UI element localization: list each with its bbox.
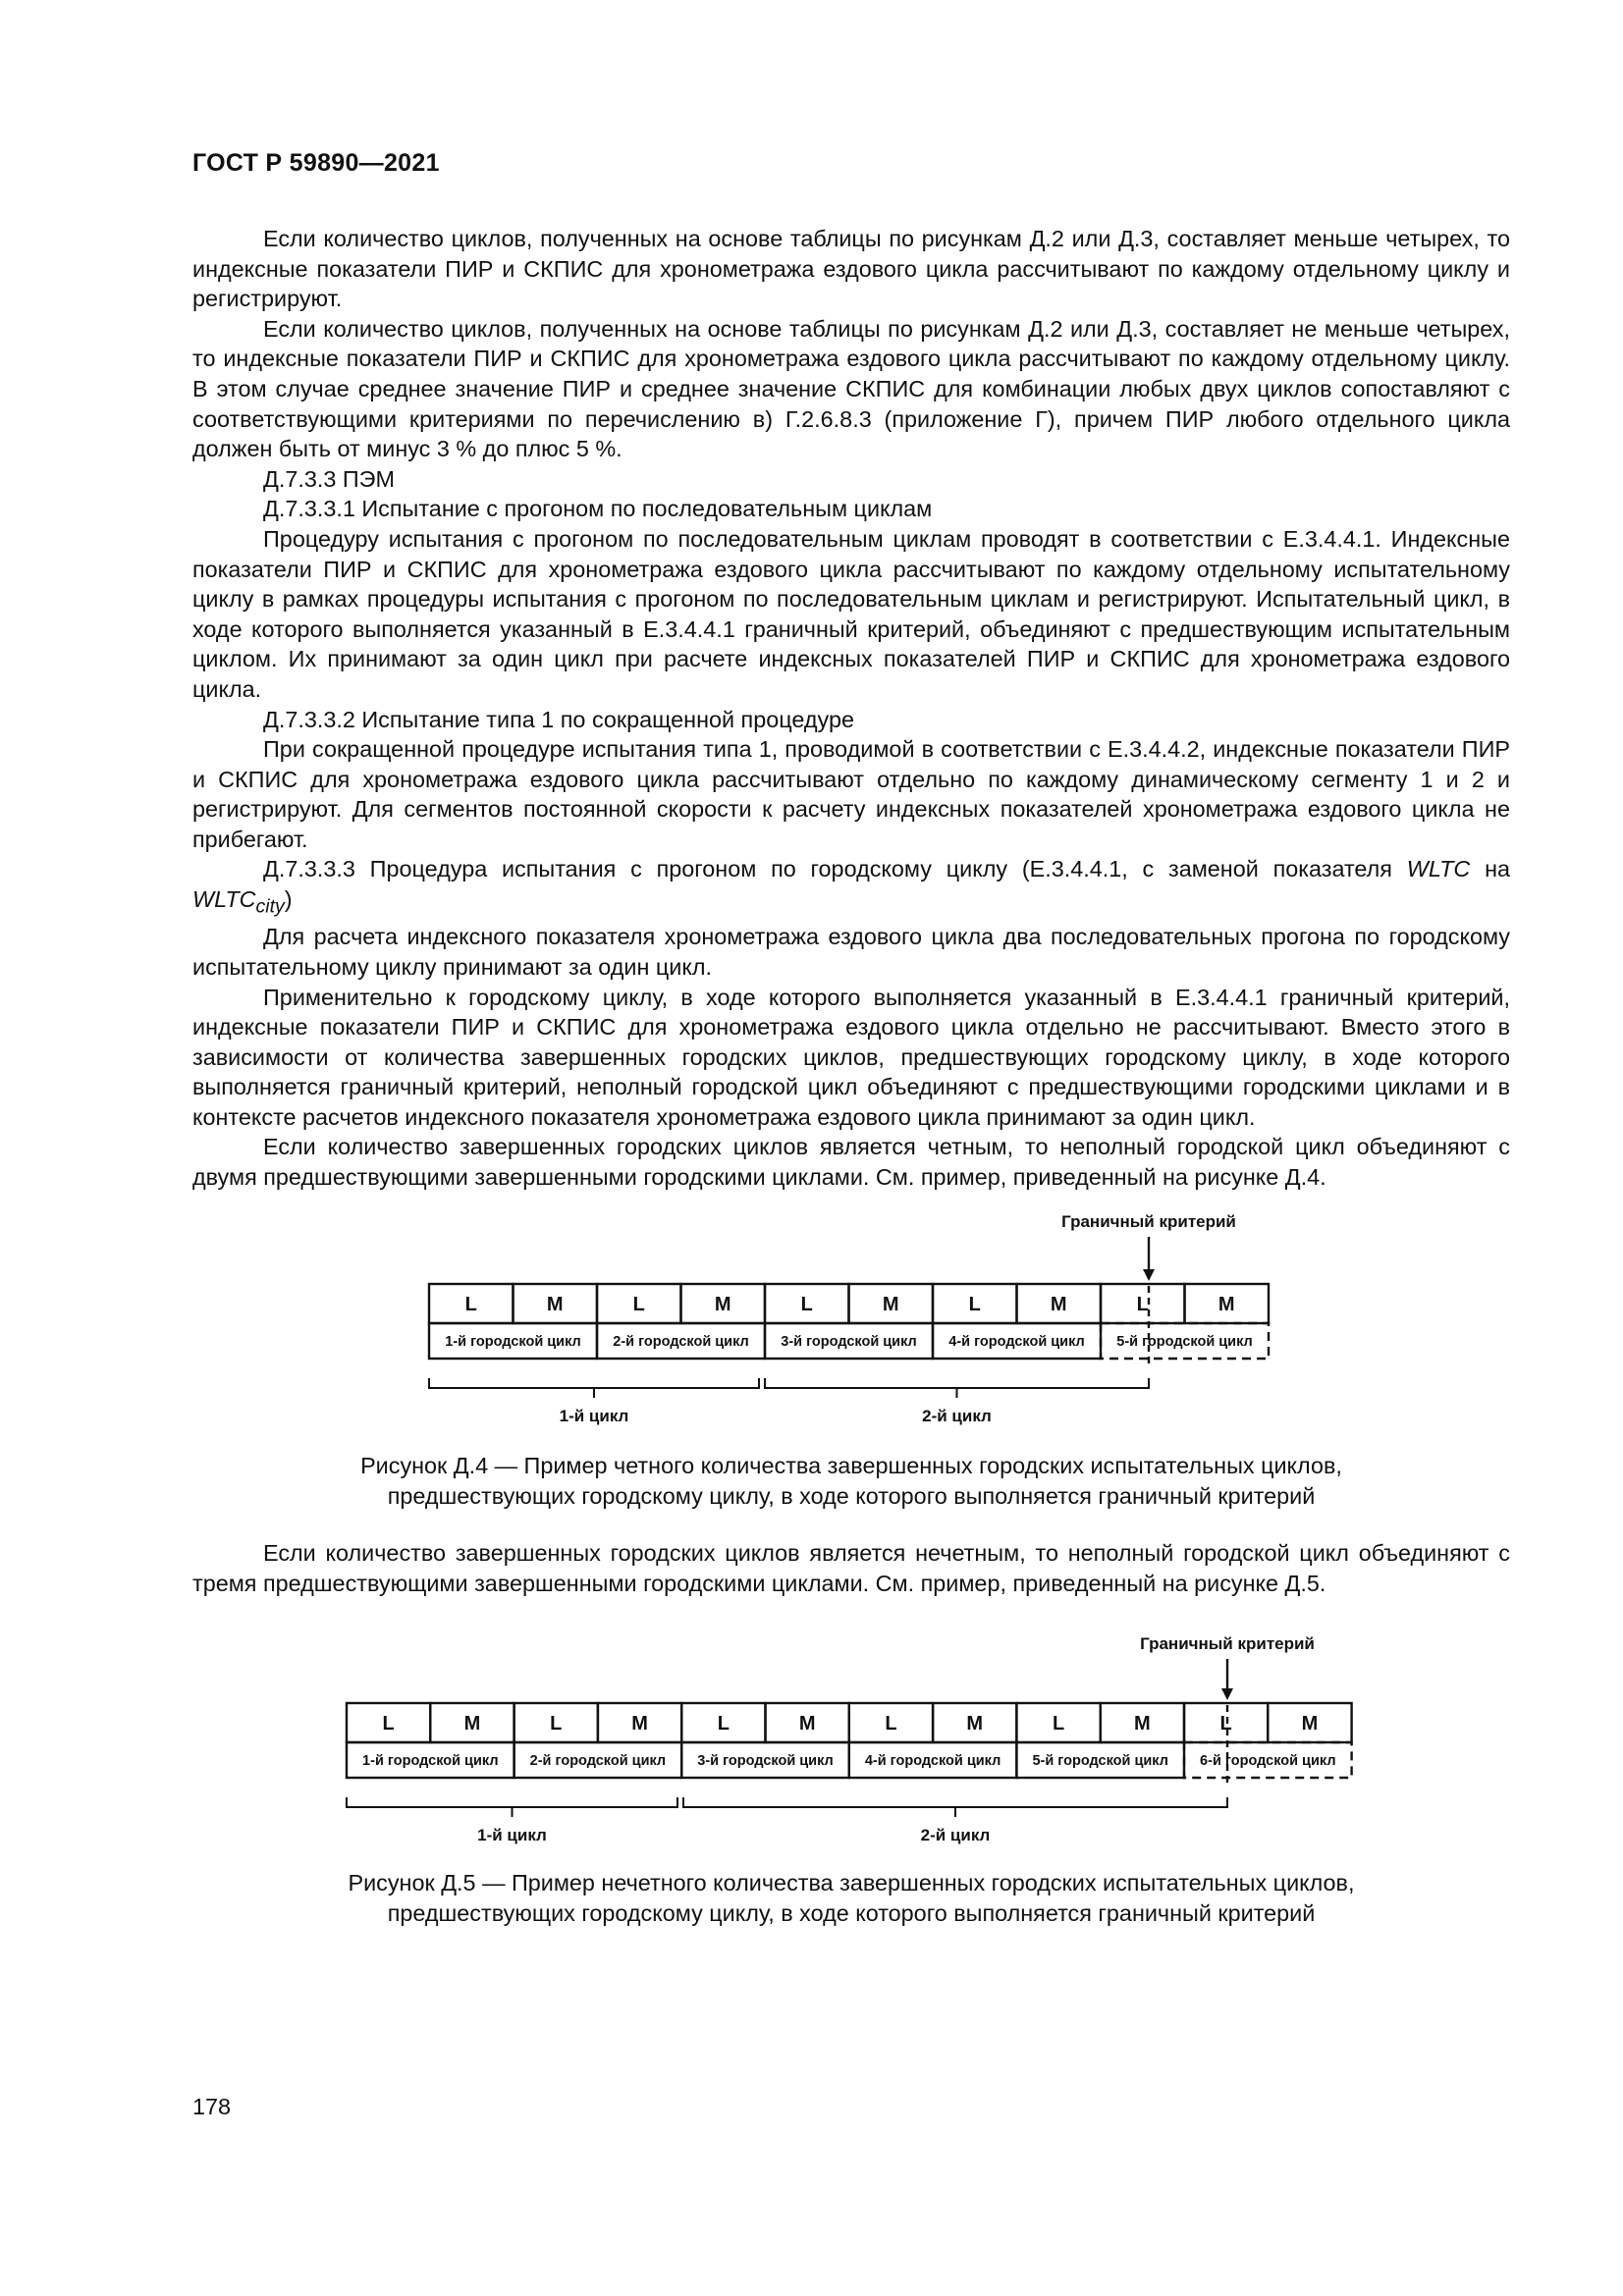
document-header: ГОСТ Р 59890—2021 (192, 149, 440, 177)
group-label: 1-й цикл (477, 1826, 547, 1844)
cycle-label: 1-й городской цикл (445, 1334, 581, 1350)
phase-label: L (464, 1294, 477, 1315)
paragraph: Для расчета индексного показателя хронометража ездового цикла два последовательных прогона по городскому испытательному циклу принимают за один цикл. (192, 924, 1510, 980)
page-number: 178 (192, 2094, 232, 2119)
cycle-label: 2-й городской цикл (613, 1334, 749, 1350)
boundary-arrow-head (1221, 1688, 1233, 1700)
paragraph: Процедуру испытания с прогоном по последовательным циклам проводят в соответствии с Е.3.4.4.1. Индексные показатели ПИР и СКПИС для хронометража ездового цикла рассчитывают по каждому отдельному испытательному циклу в рамках процедуры испытания с прогоном по последовательным циклам и регистрируют. Испытательный цикл, в ходе которого выполняется указанный в Е.3.4.4.1 граничный критерий, объединяют с предшествующим испытательным циклом. Их принимают за один цикл при расчете индексных показателей ПИР и СКПИС для хронометража ездового цикла. (192, 525, 1510, 702)
section-heading: Д.7.3.3.3 Процедура испытания с прогоном по городскому циклу (Е.3.4.4.1, с заменой показателя WLTC на $WLTC_{city}$) (192, 856, 1510, 918)
phase-label: L (550, 1713, 563, 1735)
phase-label: M (882, 1294, 899, 1315)
caption-line: Рисунок Д.4 — Пример четного количества завершенных городских испытательных циклов, (360, 1453, 1342, 1478)
phase-label: M (1134, 1713, 1151, 1735)
group-label: 2-й цикл (922, 1407, 992, 1425)
phase-label: M (966, 1713, 984, 1735)
group-label: 1-й цикл (559, 1407, 629, 1425)
phase-label: L (1052, 1713, 1065, 1735)
wltc-city-term: $WLTC_{city}$ (192, 886, 285, 918)
cycle-label: 3-й городской цикл (697, 1753, 834, 1769)
phase-label: M (631, 1713, 648, 1735)
phase-label: M (1301, 1713, 1319, 1735)
caption-line: предшествующих городскому циклу, в ходе которого выполняется граничный критерий (387, 1900, 1316, 1926)
phase-row (429, 1284, 1269, 1368)
figure-d4-diagram (0, 1198, 1623, 1443)
phase-label: L (1219, 1713, 1232, 1735)
phase-label: L (885, 1713, 897, 1735)
section-heading: Д.7.3.3.1 Испытание с прогоном по последовательным циклам (263, 496, 933, 522)
paragraph: Если количество циклов, полученных на основе таблицы по рисункам Д.2 или Д.3, составляет меньше четырех, то индексные показатели ПИР и СКПИС для хронометража ездового цикла рассчитывают по каждому отдельному циклу и регистрируют. (192, 226, 1510, 312)
group-label: 2-й цикл (920, 1826, 991, 1844)
cycle-label: 1-й городской цикл (362, 1753, 499, 1769)
phase-label: L (717, 1713, 730, 1735)
figure-d4 (0, 1198, 1623, 1443)
boundary-criterion-label: Граничный критерий (1061, 1212, 1236, 1231)
figure-d5-diagram (0, 1620, 1623, 1865)
figure-d4-caption (192, 1451, 1510, 1512)
cycle-label: 5-й городской цикл (1032, 1753, 1168, 1769)
section-heading: Д.7.3.3 ПЭМ (263, 465, 395, 492)
wltc-term: WLTC (1406, 856, 1471, 882)
phase-label: L (1136, 1294, 1149, 1315)
heading-text: на (1485, 856, 1510, 882)
section-heading: Д.7.3.3.2 Испытание типа 1 по сокращенной процедуре (263, 706, 854, 732)
paragraph: Если количество циклов, полученных на основе таблицы по рисункам Д.2 или Д.3, составляет не меньше четырех, то индексные показатели ПИР и СКПИС для хронометража ездового цикла рассчитывают по каждому отдельному циклу. В этом случае среднее значение ПИР и среднее значение СКПИС для комбинации любых двух циклов сопоставляют с соответствующими критериями по перечислению в) Г.2.6.8.3 (приложение Г), причем ПИР любого отдельного цикла должен быть от минус 3 % до плюс 5 %. (192, 315, 1510, 462)
group-brackets (347, 1797, 1227, 1844)
caption-line: предшествующих городскому циклу, в ходе которого выполняется граничный критерий (387, 1483, 1316, 1509)
cycle-label: 6-й городской цикл (1200, 1753, 1336, 1769)
cycle-label: 5-й городской цикл (1116, 1334, 1253, 1350)
paragraph: Если количество завершенных городских циклов является нечетным, то неполный городской цикл объединяют с тремя предшествующими завершенными городскими циклами. См. пример, приведенный на рисунке Д.5. (192, 1540, 1510, 1596)
caption-line: Рисунок Д.5 — Пример нечетного количества завершенных городских испытательных циклов, (348, 1870, 1355, 1896)
phase-label: M (463, 1713, 481, 1735)
paragraph: Если количество завершенных городских циклов является четным, то неполный городской цикл объединяют с двумя предшествующими завершенными городскими циклами. См. пример, приведенный на рисунке Д.4. (192, 1134, 1510, 1191)
phase-label: M (546, 1294, 564, 1315)
group-bracket (429, 1378, 759, 1388)
cycle-label: 3-й городской цикл (781, 1334, 917, 1350)
cycle-label: 2-й городской цикл (529, 1753, 667, 1769)
cycle-row (429, 1323, 1269, 1359)
phase-label: L (382, 1713, 395, 1735)
phase-label: L (968, 1294, 981, 1315)
figure-d5-caption (192, 1868, 1510, 1929)
body-text (192, 224, 1510, 1193)
body-text-continued (192, 1538, 1510, 1598)
group-bracket (765, 1378, 1149, 1388)
phase-label: M (798, 1713, 816, 1735)
cycle-row (347, 1742, 1352, 1778)
phase-label: M (1050, 1294, 1067, 1315)
group-brackets (429, 1378, 1149, 1425)
phase-label: L (800, 1294, 813, 1315)
cycle-label: 4-й городской цикл (948, 1334, 1085, 1350)
cycle-label: 4-й городской цикл (864, 1753, 1001, 1769)
heading-text: Д.7.3.3.3 Процедура испытания с прогоном по городскому циклу (Е.3.4.4.1, с заменой показателя (263, 856, 1392, 882)
phase-label: M (1217, 1294, 1235, 1315)
phase-label: L (632, 1294, 645, 1315)
phase-label: M (714, 1294, 731, 1315)
boundary-criterion-label: Граничный критерий (1140, 1634, 1315, 1653)
group-bracket (347, 1797, 677, 1807)
boundary-arrow-head (1143, 1269, 1155, 1281)
paragraph: Применительно к городскому циклу, в ходе которого выполняется указанный в Е.3.4.4.1 граничный критерий, индексные показатели ПИР и СКПИС для хронометража ездового цикла отдельно не рассчитывают. Вместо этого в зависимости от количества завершенных городских циклов, предшествующих городскому циклу, в ходе которого выполняется граничный критерий, неполный городской цикл объединяют с предшествующими городскими циклами и в контексте расчетов индексного показателя хронометража ездового цикла принимают за один цикл. (192, 984, 1510, 1130)
figure-d5 (0, 1620, 1623, 1865)
paragraph: При сокращенной процедуре испытания типа 1, проводимой в соответствии с Е.3.4.4.2, индексные показатели ПИР и СКПИС для хронометража ездового цикла рассчитывают отдельно по каждому динамическому сегменту 1 и 2 и регистрируют. Для сегментов постоянной скорости к расчету индексных показателей хронометража ездового цикла не прибегают. (192, 736, 1510, 852)
group-bracket (683, 1797, 1227, 1807)
